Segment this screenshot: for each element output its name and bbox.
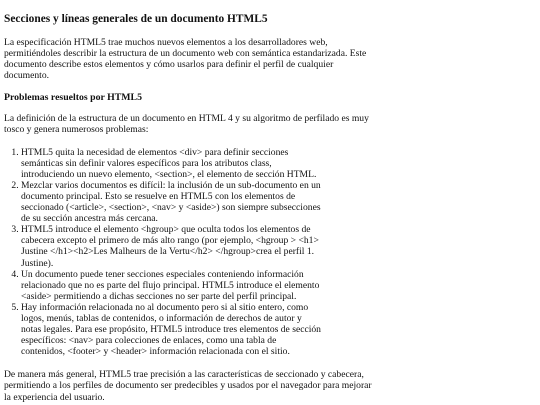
section-intro-paragraph: La definición de la estructura de un documento en HTML 4 y su algoritmo de perfilado es muy tosco y genera numerosos problemas: — [4, 113, 369, 136]
list-item: 1. HTML5 quita la necesidad de elementos <div> para definir secciones semánticas sin definir valores específicos para los atributos class, introduciendo un nuevo elemento, <section>, el elemento de sección HTML. — [21, 147, 321, 180]
list-item: 4. Un documento puede tener secciones especiales conteniendo información relacionado que no es parte del flujo principal. HTML5 introduce el elemento <aside> permitiendo a dichas secciones no ser parte del perfil principal. — [21, 269, 321, 302]
list-item: 2. Mezclar varios documentos es difícil: la inclusión de un sub-documento en un documento principal. Esto se resuelve en HTML5 con los elementos de seccionado (<article>, <section>, <nav> y <aside>) son siempre subsecciones de su sección ancestra más cercana. — [21, 180, 321, 224]
list-item: 5. Hay información relacionada no al documento pero si al sitio entero, como logos, menús, tablas de contenidos, o información de derechos de autor y notas legales. Para ese propósito, HTML5 introduce tres elementos de sección específicos: <nav> para colecciones de enlaces, como una tabla de contenidos, <footer> y <header> información relacionada con el sitio. — [21, 302, 321, 357]
intro-paragraph: La especificación HTML5 trae muchos nuevos elementos a los desarrolladores web, permitiéndoles describir la estructura de un documento web con semántica estandarizada. Este documento describe estos elementos y cómo usarlos para definir el perfil de cualquier documento. — [4, 37, 367, 82]
section-heading: Problemas resueltos por HTML5 — [4, 92, 142, 104]
list-item: 3. HTML5 introduce el elemento <hgroup> que oculta todos los elementos de cabecera excepto el primero de más alto rango (por ejemplo, <hgroup > <h1> Justine </h1><h2>Les Malheurs de la Vertu</h2> </hgroup>crea el perfil 1. Justine). — [21, 224, 321, 268]
conclusion-paragraph: De manera más general, HTML5 trae precisión a las características de seccionado y cabecera, permitiendo a los perfiles de documento ser predecibles y usados por el navegador para mejorar la experiencia del usuario. — [4, 369, 372, 403]
page-title: Secciones y líneas generales de un documento HTML5 — [4, 13, 268, 25]
problems-list — [4, 147, 376, 358]
